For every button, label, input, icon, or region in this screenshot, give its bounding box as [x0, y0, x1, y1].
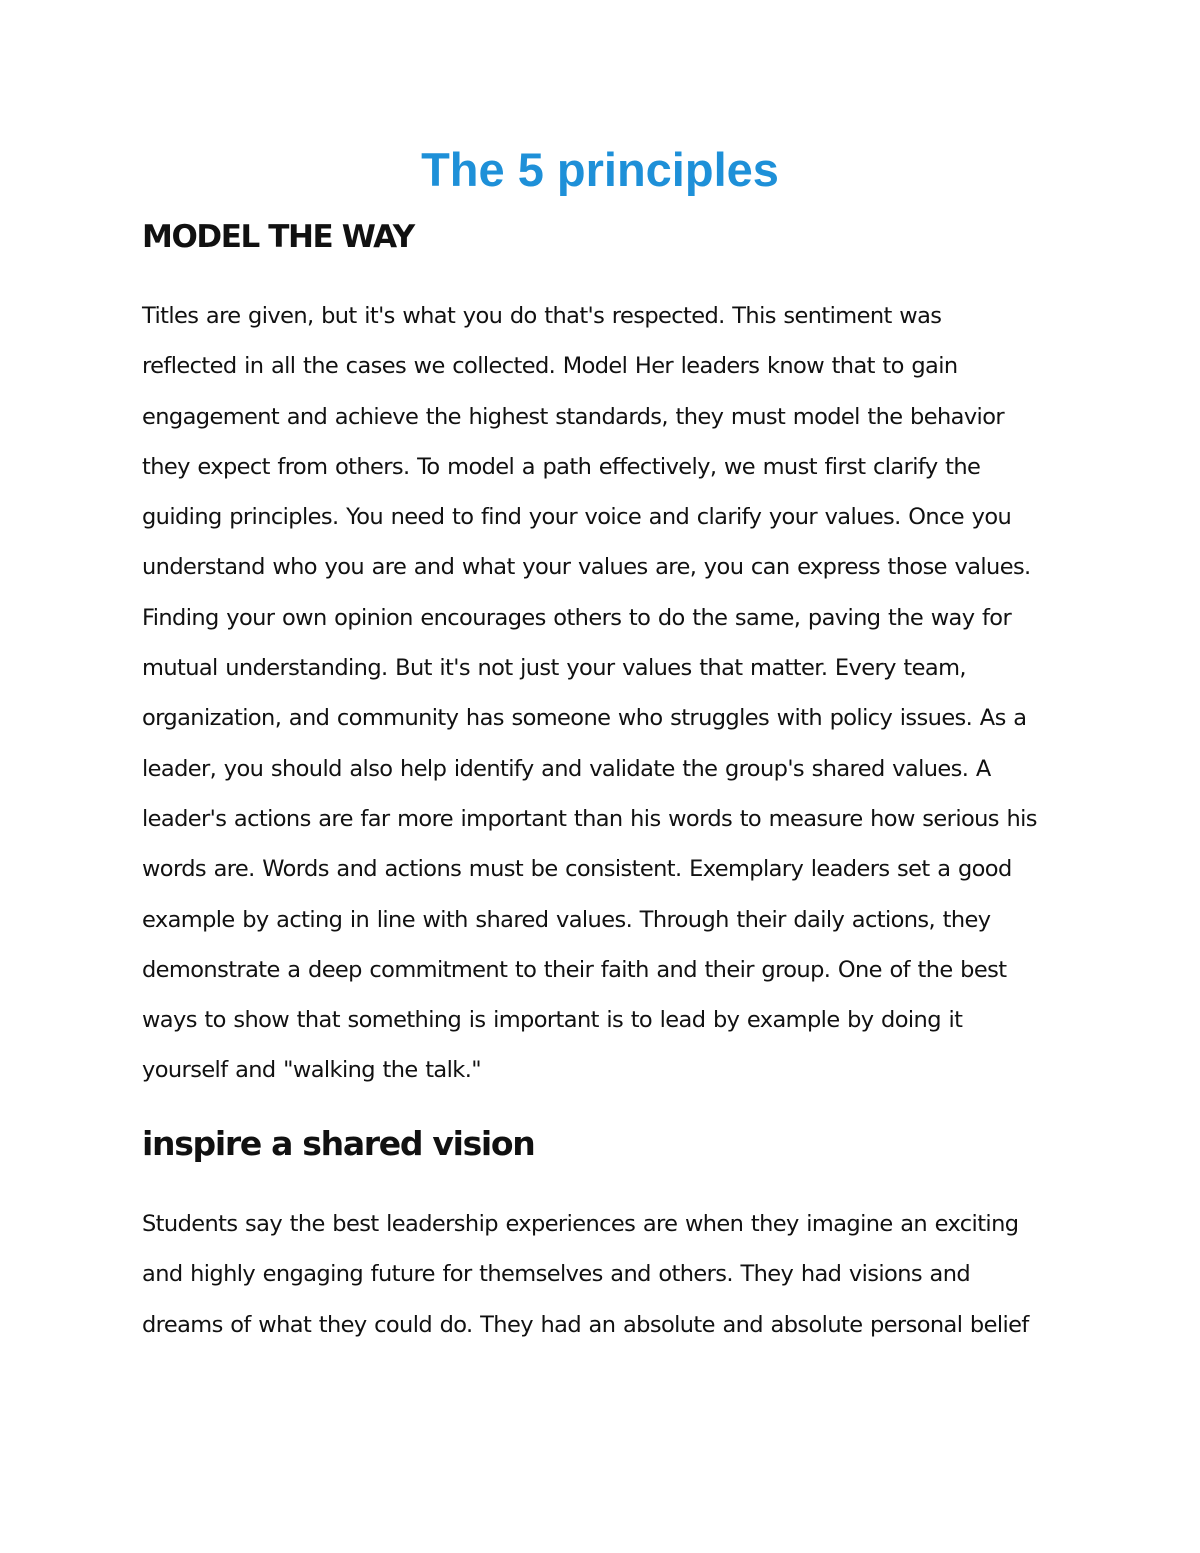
paragraph-line: dreams of what they could do. They had an absolute and absolute personal belief [142, 1311, 1029, 1338]
paragraph-line: reflected in all the cases we collected. Model Her leaders know that to gain [142, 353, 958, 380]
paragraph-line: organization, and community has someone who struggles with policy issues. As a [142, 705, 1027, 732]
paragraph-line: leader, you should also help identify and validate the group's shared values. A [142, 755, 991, 782]
section-heading-model-the-way: MODEL THE WAY [142, 219, 414, 255]
paragraph-line: demonstrate a deep commitment to their faith and their group. One of the best [142, 956, 1007, 983]
paragraph-line: and highly engaging future for themselves and others. They had visions and [142, 1261, 971, 1288]
document-title: The 5 principles [421, 143, 779, 196]
section-body-model-the-way [142, 291, 1037, 1096]
paragraph-line: example by acting in line with shared values. Through their daily actions, they [142, 906, 991, 933]
paragraph-line: leader's actions are far more important than his words to measure how serious his [142, 805, 1037, 832]
paragraph-line: words are. Words and actions must be consistent. Exemplary leaders set a good [142, 856, 1012, 883]
paragraph-line: Titles are given, but it's what you do that's respected. This sentiment was [142, 303, 942, 329]
paragraph-line: yourself and "walking the talk." [142, 1057, 481, 1084]
paragraph-line: ways to show that something is important is to lead by example by doing it [142, 1007, 963, 1034]
section-body-inspire-a-shared-vision [142, 1199, 1029, 1350]
paragraph-line: they expect from others. To model a path effectively, we must first clarify the [142, 453, 981, 480]
paragraph-line: guiding principles. You need to find your voice and clarify your values. Once you [142, 504, 1012, 531]
section-heading-inspire-a-shared-vision: inspire a shared vision [142, 1124, 535, 1163]
paragraph-line: engagement and achieve the highest standards, they must model the behavior [142, 403, 1005, 430]
paragraph-line: Students say the best leadership experiences are when they imagine an exciting [142, 1211, 1019, 1237]
paragraph-line: Finding your own opinion encourages others to do the same, paving the way for [142, 604, 1012, 631]
paragraph-line: mutual understanding. But it's not just your values that matter. Every team, [142, 655, 966, 682]
paragraph-line: understand who you are and what your values are, you can express those values. [142, 554, 1031, 581]
